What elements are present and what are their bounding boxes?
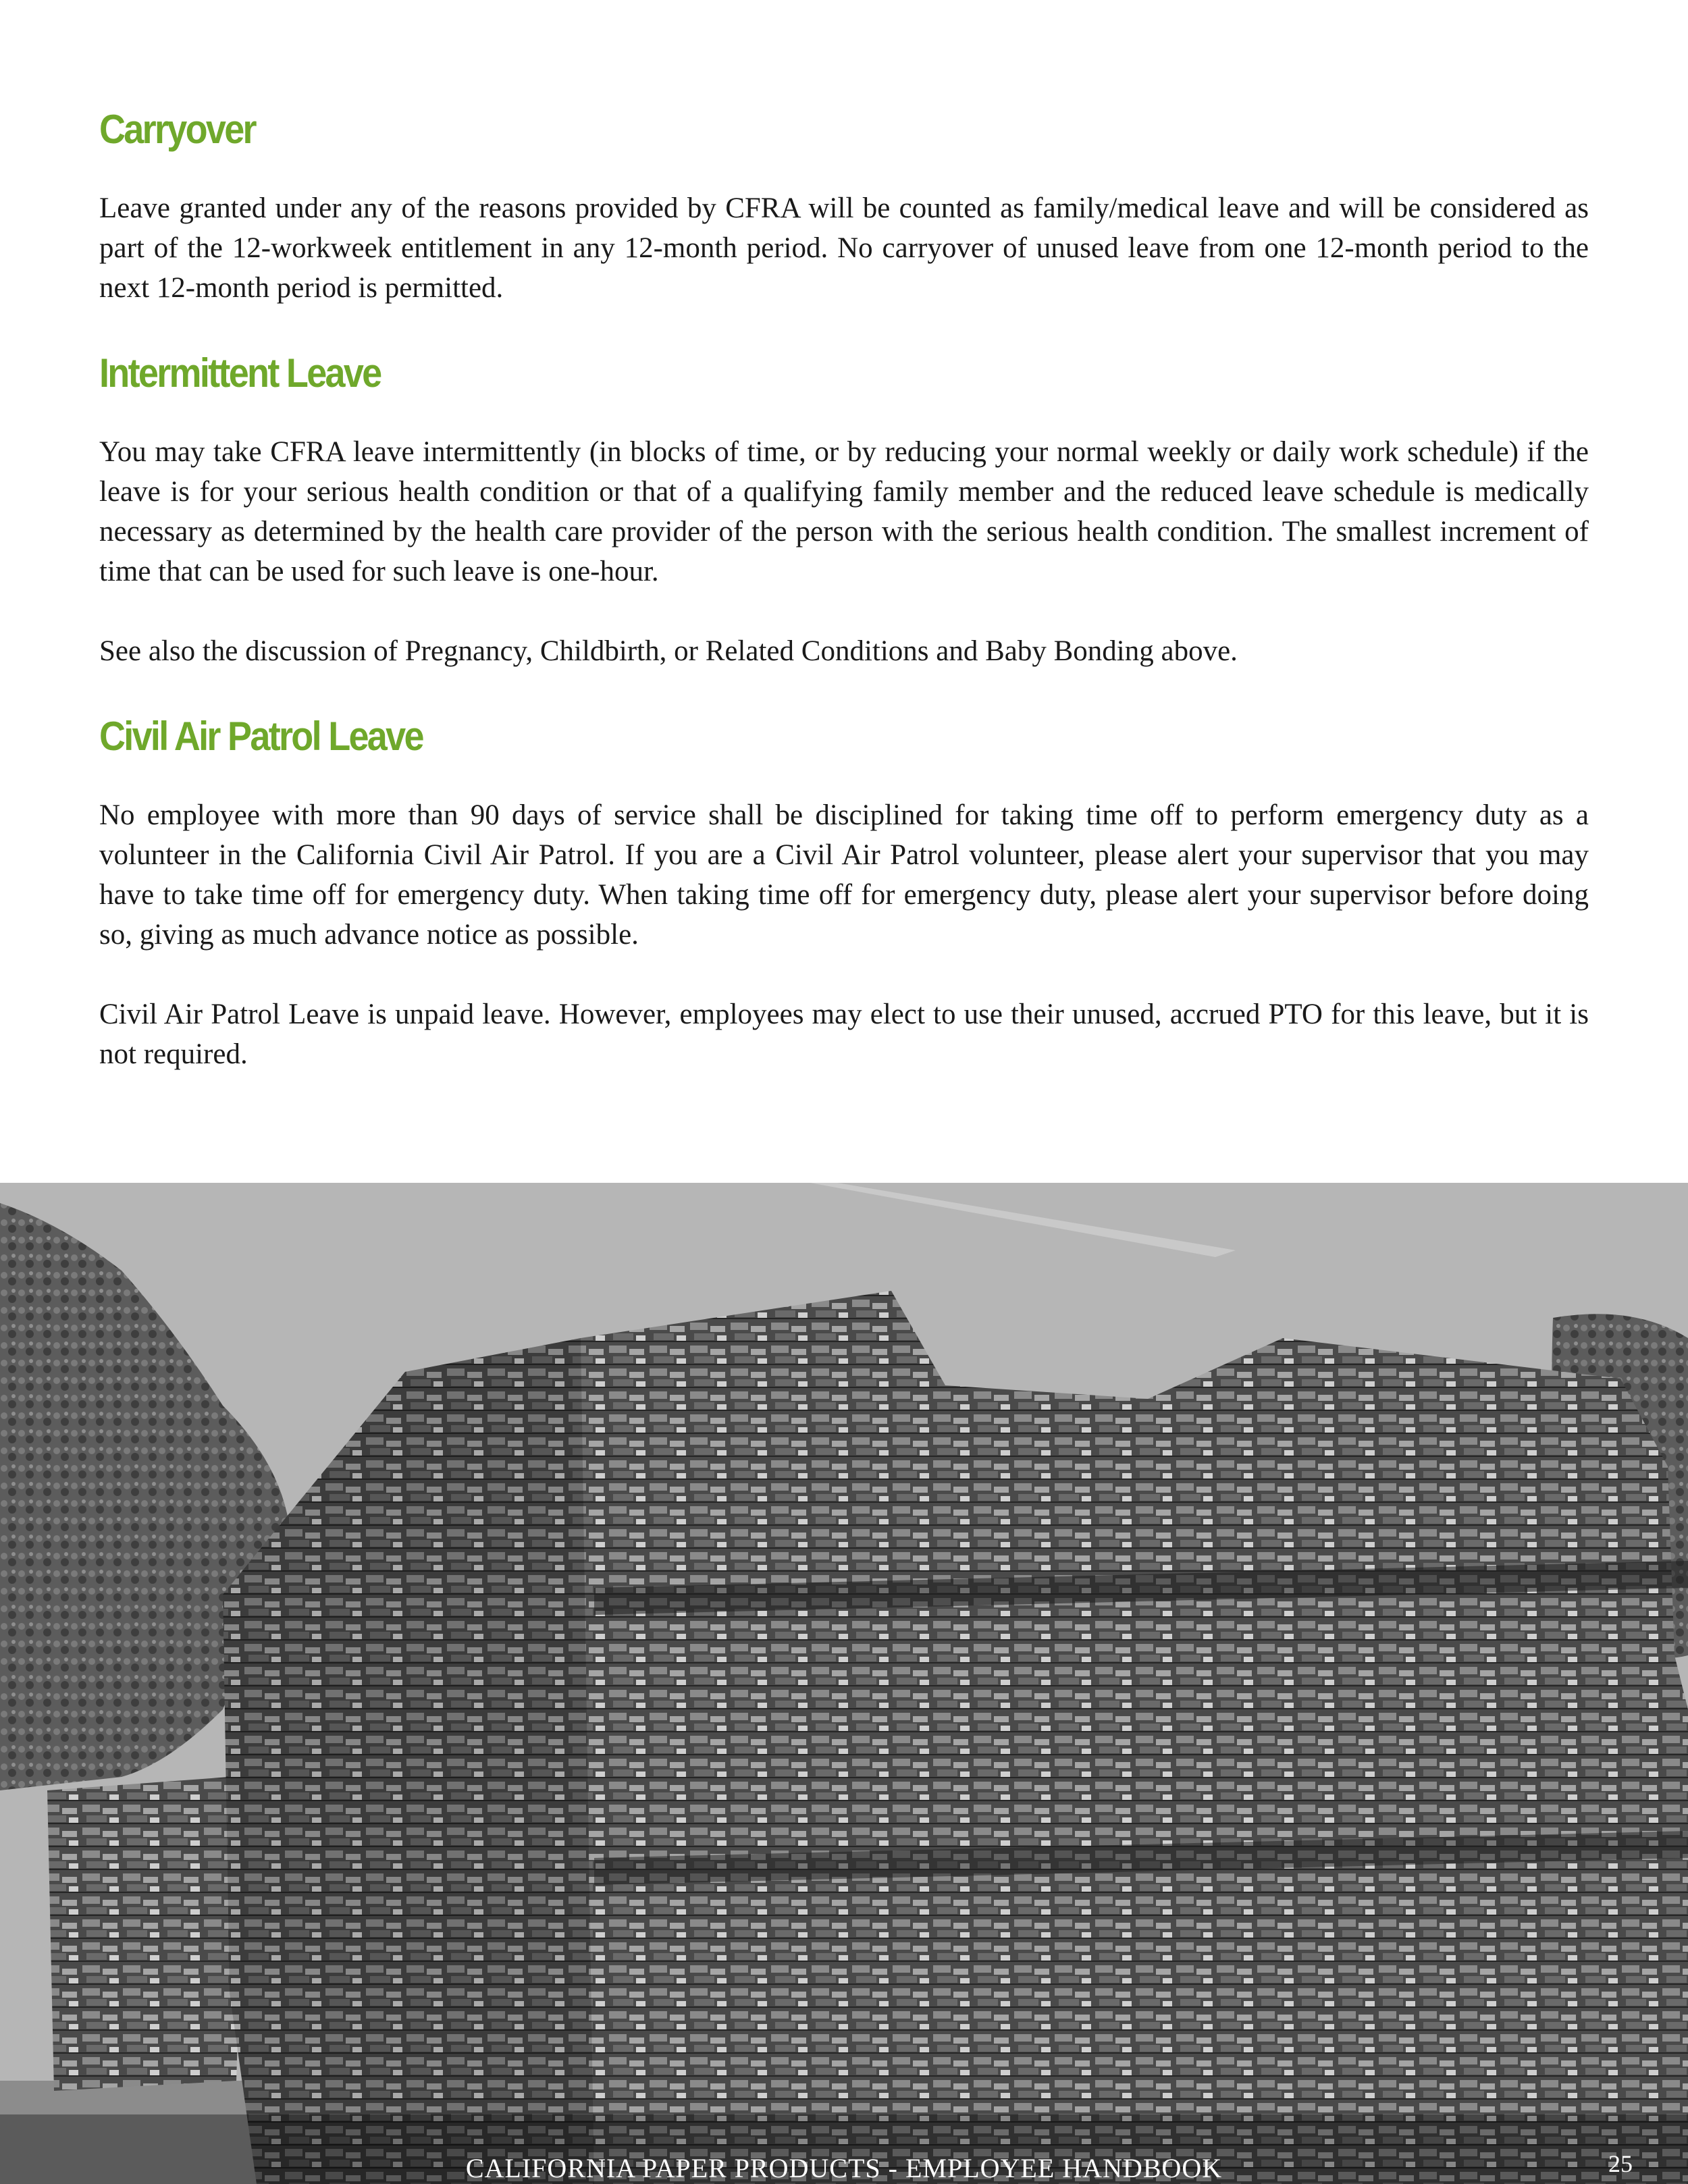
paragraph-carryover: Leave granted under any of the reasons provided by CFRA will be counted as family/medical leave and will be considered as part of the 12-workweek entitlement in any 12-month period. No carryover of unused leave from one 12-month period to the next 12-month period is permitted. — [99, 192, 1589, 304]
heading-civil-air-patrol-leave: Civil Air Patrol Leave — [99, 714, 423, 759]
heading-carryover: Carryover — [99, 107, 255, 152]
paragraph-see-also: See also the discussion of Pregnancy, Childbirth, or Related Conditions and Baby Bonding above. — [99, 635, 1238, 667]
photo-illustration — [0, 1183, 1688, 2184]
footer-handbook-title: CALIFORNIA PAPER PRODUCTS - EMPLOYEE HANDBOOK — [465, 2153, 1223, 2183]
page-number: 25 — [1608, 2150, 1633, 2177]
heading-intermittent-leave: Intermittent Leave — [99, 350, 381, 396]
paragraph-intermittent-leave: You may take CFRA leave intermittently (in blocks of time, or by reducing your normal weekly or daily work schedule) if the leave is for your serious health condition or that of a qualifying family member and the reduced leave schedule is medically necessary as determined by the health care provider of the person with the serious health condition. The smallest increment of time that can be used for such leave is one-hour. — [99, 436, 1589, 587]
small-bale — [47, 1777, 243, 2091]
paper-bales-photo — [0, 1183, 1688, 2184]
paragraph-civil-air-patrol: No employee with more than 90 days of service shall be disciplined for taking time off to perform emergency duty as a volunteer in the California Civil Air Patrol. If you are a Civil Air Patrol volunteer, please alert your supervisor that you may have to take time off for emergency duty. When taking time off for emergency duty, please alert your supervisor before doing so, giving as much advance notice as possible. — [99, 799, 1589, 951]
document-body — [99, 101, 1589, 1074]
paragraph-civil-air-patrol-unpaid: Civil Air Patrol Leave is unpaid leave. However, employees may elect to use their unused, accrued PTO for this leave, but it is not required. — [99, 998, 1589, 1070]
